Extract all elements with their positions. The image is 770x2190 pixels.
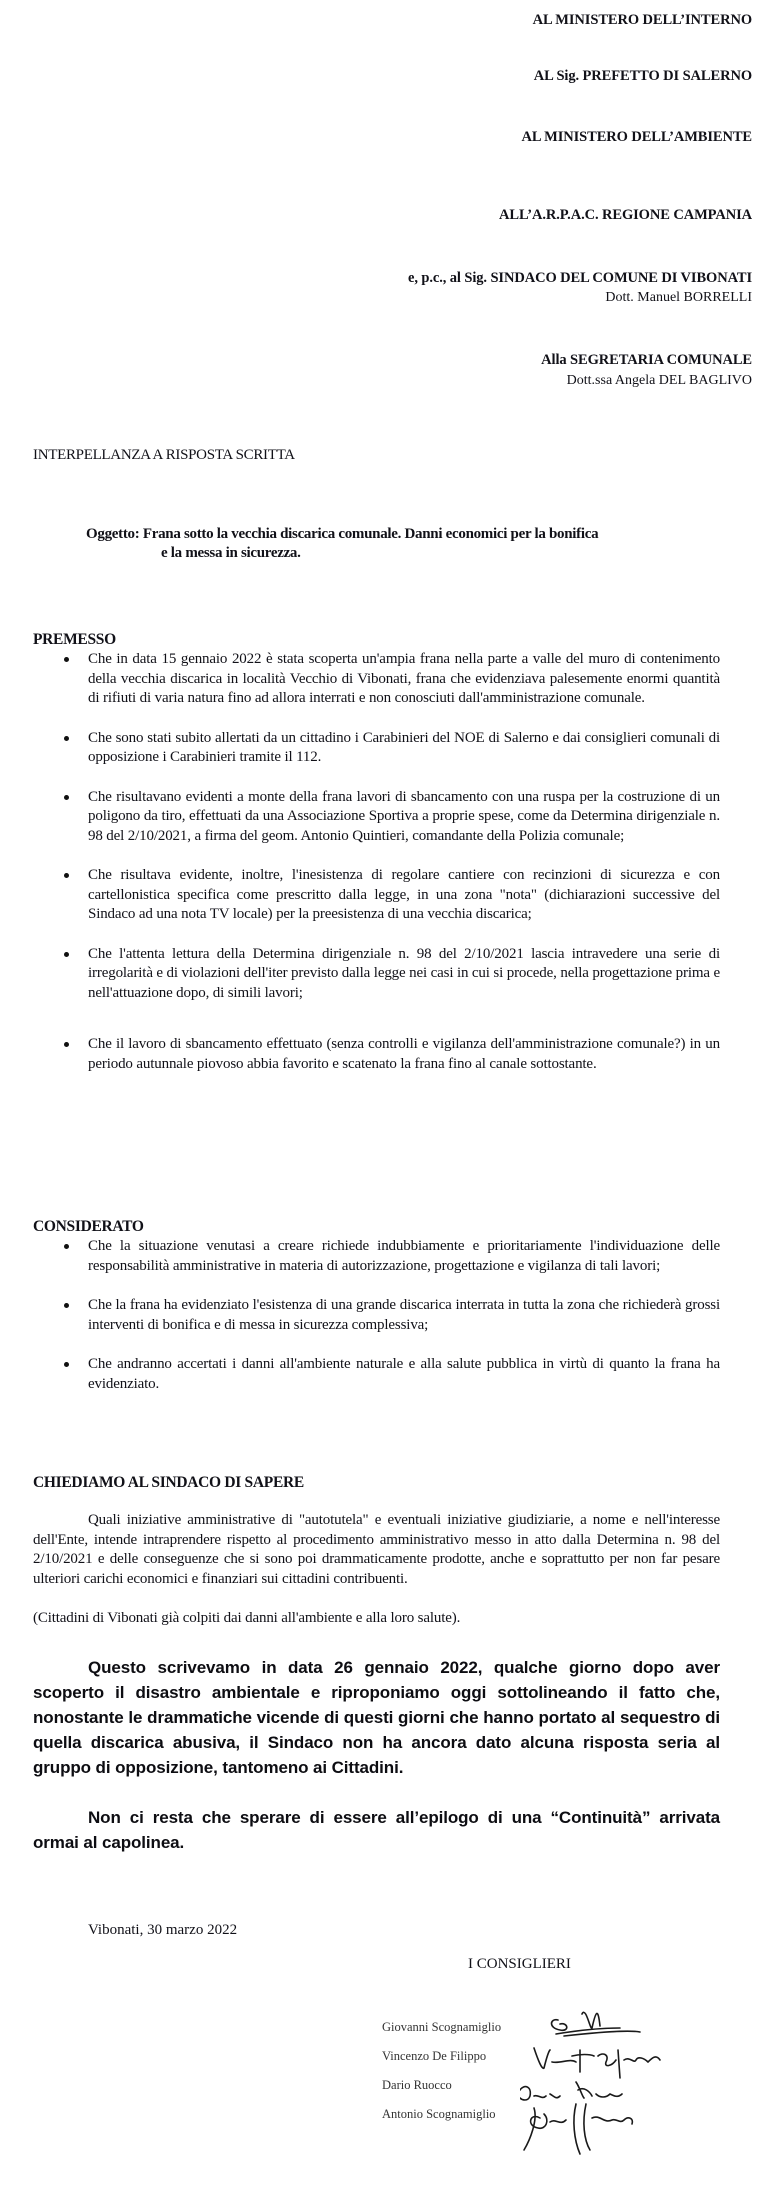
bullet-icon (64, 1303, 69, 1308)
recipient-arpac: ALL’A.R.P.A.C. REGIONE CAMPANIA (499, 207, 752, 223)
addendum-paragraph-2 (33, 1805, 720, 1855)
addendum-text-1: Questo scrivevamo in data 26 gennaio 2022, qualche giorno dopo aver scoperto il disastro ambientale e riproponiamo oggi sottolineando il fatto che, nonostante le drammatiche vicende di questi giorni che hanno portato al sequestro di quella discarica abusiva, il Sindaco non ha ancora dato alcuna risposta seria al gruppo di opposizione, tantomeno ai Cittadini. (33, 1658, 720, 1777)
list-item-text: Che risultava evidente, inoltre, l'inesistenza di regolare cantiere con recinzioni di sicurezza e con cartellonistica specifica come prescritto dalla legge, in una zona "nota" (dichiarazioni successive del Sindaco ad una nota TV locale) per la preesistenza di una vecchia discarica; (88, 867, 720, 922)
recipient-prefetto-salerno: AL Sig. PREFETTO DI SALERNO (533, 68, 752, 84)
recipient-segretaria: Alla SEGRETARIA COMUNALE (541, 352, 752, 368)
bullet-icon (64, 1244, 69, 1249)
subject (86, 525, 726, 563)
signatories-heading: I CONSIGLIERI (468, 1956, 571, 1972)
list-item-text: Che in data 15 gennaio 2022 è stata scoperta un'ampia frana nella parte a valle del muro di contenimento della vecchia discarica in località Vecchio di Vibonati, frana che evidenziava palesemente enormi quantità di rifiuti di varia natura fino ad allora interrati e non conosciuti dall'amministrazione comunale. (88, 651, 720, 706)
list-item (58, 866, 720, 925)
list-item (58, 788, 720, 847)
richiesta-text: Quali iniziative amministrative di "autotutela" e eventuali iniziative giudiziarie, a nome e nell'interesse dell'Ente, intende intraprendere rispetto al procedimento amministrativo messo in atto dalla Determina n. 98 del 2/10/2021 e delle conseguenze che si sono poi drammaticamente prodotte, anche e soprattutto per non far pesare ulteriori carichi economici e finanziari sui cittadini contribuenti. (33, 1512, 720, 1587)
recipient-ministero-ambiente: AL MINISTERO DELL’AMBIENTE (521, 129, 752, 145)
subject-line-2: e la messa in sicurezza. (161, 545, 301, 561)
premesso-list (58, 650, 720, 1074)
list-item (58, 945, 720, 1004)
bullet-icon (64, 795, 69, 800)
considerato-heading: CONSIDERATO (33, 1218, 144, 1235)
premesso-heading: PREMESSO (33, 631, 116, 648)
place-date: Vibonati, 30 marzo 2022 (88, 1922, 238, 1938)
addendum-text-2: Non ci resta che sperare di essere all’epilogo di una “Continuità” arrivata ormai al capolinea. (33, 1808, 720, 1852)
bullet-icon (64, 1362, 69, 1367)
list-item-text: Che la frana ha evidenziato l'esistenza di una grande discarica interrata in tutta la zona che richiederà grossi interventi di bonifica e di messa in sicurezza complessiva; (88, 1297, 720, 1333)
richiesta-body (33, 1511, 720, 1589)
recipient-sindaco-name: Dott. Manuel BORRELLI (605, 290, 752, 305)
list-item (58, 729, 720, 768)
document-type: INTERPELLANZA A RISPOSTA SCRITTA (33, 447, 295, 463)
recipient-sindaco: e, p.c., al Sig. SINDACO DEL COMUNE DI VIBONATI (407, 270, 752, 286)
bullet-icon (64, 736, 69, 741)
bullet-icon (64, 657, 69, 662)
list-item (58, 1237, 720, 1276)
recipient-ministero-interno: AL MINISTERO DELL’INTERNO (532, 12, 752, 28)
subject-label: Oggetto: (86, 526, 140, 542)
bullet-icon (64, 952, 69, 957)
considerato-list (58, 1237, 720, 1394)
list-item (58, 650, 720, 709)
bullet-icon (64, 1042, 69, 1047)
list-item (58, 1355, 720, 1394)
list-item (58, 1296, 720, 1335)
list-item-text: Che l'attenta lettura della Determina dirigenziale n. 98 del 2/10/2021 lascia intravedere una serie di irregolarità e di violazioni dell'iter previsto dalla legge nei casi in cui si procede, nella progettazione prima e nell'attuazione dopo, di simili lavori; (88, 945, 720, 1001)
list-item-text: Che il lavoro di sbancamento effettuato (senza controlli e vigilanza dell'amministrazione comunale?) in un periodo autunnale piovoso abbia favorito e scatenato la frana fino al canale sottostante. (88, 1036, 720, 1072)
list-item (58, 1035, 720, 1074)
richiesta-heading: CHIEDIAMO AL SINDACO DI SAPERE (33, 1474, 304, 1491)
subject-line-1: Frana sotto la vecchia discarica comunale. Danni economici per la bonifica (142, 526, 599, 542)
recipient-segretaria-name: Dott.ssa Angela DEL BAGLIVO (566, 373, 752, 388)
list-item-text: Che sono stati subito allertati da un cittadino i Carabinieri del NOE di Salerno e dai consiglieri comunali di opposizione i Carabinieri tramite il 112. (88, 729, 720, 765)
bullet-icon (64, 873, 69, 878)
signer-name-1: Giovanni Scognamiglio (382, 2020, 502, 2034)
signer-name-3: Dario Ruocco (382, 2078, 452, 2092)
richiesta-note: (Cittadini di Vibonati già colpiti dai danni all'ambiente e alla loro salute). (33, 1610, 461, 1626)
list-item-text: Che andranno accertati i danni all'ambiente naturale e alla salute pubblica in virtù di quanto la frana ha evidenziato. (88, 1356, 720, 1392)
list-item-text: Che la situazione venutasi a creare richiede indubbiamente e prioritariamente l'individuazione delle responsabilità amministrative in materia di autorizzazione, progettazione e vigilanza di tali lavori; (88, 1238, 720, 1274)
signer-name-4: Antonio Scognamiglio (382, 2107, 496, 2121)
handwritten-signatures-icon (520, 2000, 760, 2170)
list-item-text: Che risultavano evidenti a monte della frana lavori di sbancamento con una ruspa per la costruzione di un poligono da tiro, effettuati da una Associazione Sportiva a proprie spese, come da Determina dirigenziale n. 98 del 2/10/2021, a firma del geom. Antonio Quintieri, comandante della Polizia comunale; (88, 788, 720, 844)
addendum-paragraph-1 (33, 1655, 720, 1780)
signer-name-2: Vincenzo De Filippo (382, 2049, 487, 2063)
